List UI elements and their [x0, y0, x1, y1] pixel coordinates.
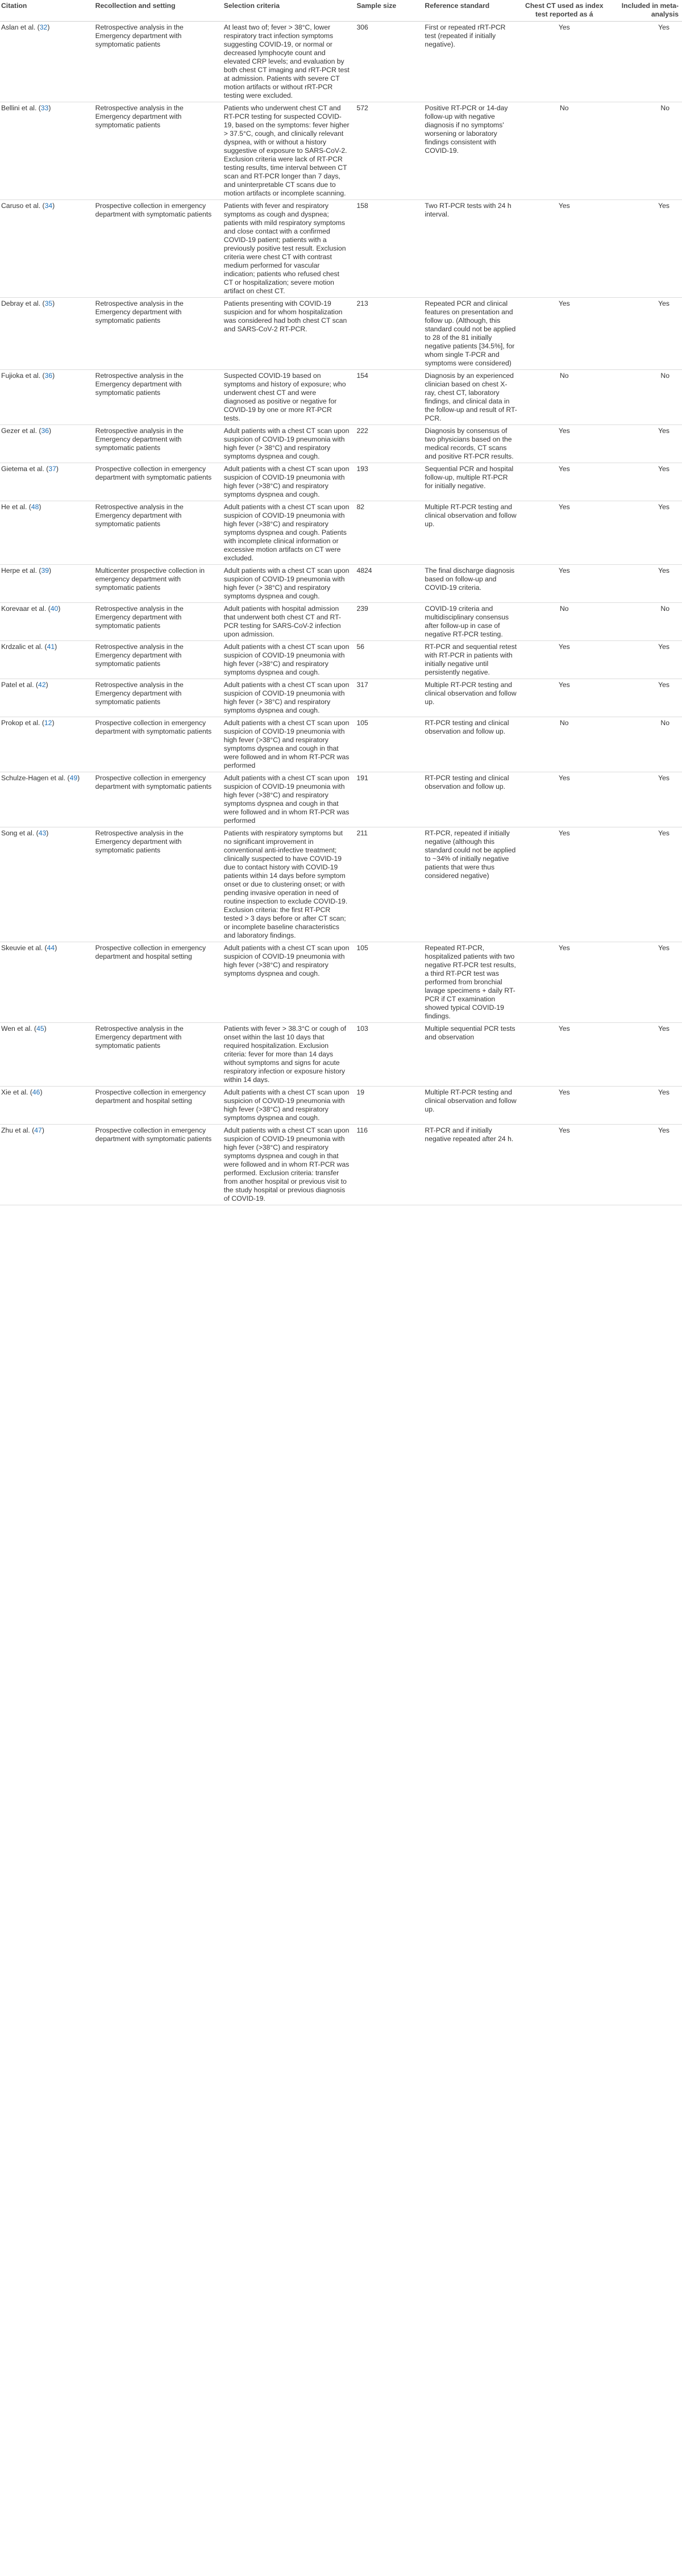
reference-standard-cell: RT-PCR testing and clinical observation and follow up.	[421, 772, 521, 827]
meta-analysis-cell: No	[608, 102, 682, 200]
reference-standard-cell: RT-PCR and if initially negative repeated after 24 h.	[421, 1125, 521, 1205]
setting-cell: Prospective collection in emergency department with symptomatic patients	[92, 463, 221, 501]
setting-cell: Retrospective analysis in the Emergency department with symptomatic patients	[92, 102, 221, 200]
citation-author: Herpe et al.	[1, 567, 38, 575]
table-row	[0, 200, 682, 298]
chest-ct-cell: No	[521, 717, 608, 772]
chest-ct-cell: Yes	[521, 1023, 608, 1087]
citation-reference-link[interactable]: 32	[39, 23, 48, 31]
citation-reference-link[interactable]: 46	[32, 1088, 40, 1096]
sample-size-cell: 191	[353, 772, 421, 827]
sample-size-cell: 211	[353, 827, 421, 942]
table-row	[0, 827, 682, 942]
header-meta-analysis: Included in meta-analysis	[608, 0, 682, 22]
setting-cell: Prospective collection in emergency department with symptomatic patients	[92, 1125, 221, 1205]
table-row	[0, 942, 682, 1023]
setting-cell: Retrospective analysis in the Emergency department with symptomatic patients	[92, 603, 221, 641]
meta-analysis-cell: No	[608, 603, 682, 641]
citation-cell: Zhu et al. (47)	[0, 1125, 92, 1205]
sample-size-cell: 105	[353, 717, 421, 772]
criteria-cell: Patients presenting with COVID-19 suspicion and for whom hospitalization was considered had both chest CT scan and SARS-CoV-2 RT-PCR.	[221, 298, 354, 370]
citation-cell: Song et al. (43)	[0, 827, 92, 942]
setting-cell: Retrospective analysis in the Emergency department with symptomatic patients	[92, 827, 221, 942]
sample-size-cell: 82	[353, 501, 421, 565]
citation-cell: Skeuvie et al. (44)	[0, 942, 92, 1023]
citation-cell: Schulze-Hagen et al. (49)	[0, 772, 92, 827]
reference-standard-cell: Multiple sequential PCR tests and observation	[421, 1023, 521, 1087]
sample-size-cell: 193	[353, 463, 421, 501]
citation-reference-link[interactable]: 49	[69, 774, 78, 782]
criteria-cell: Adult patients with a chest CT scan upon suspicion of COVID-19 pneumonia with high fever (>38°C) and respiratory symptoms dyspnea and cough.	[221, 463, 354, 501]
table-row	[0, 425, 682, 463]
sample-size-cell: 317	[353, 679, 421, 717]
criteria-cell: Adult patients with a chest CT scan upon suspicion of COVID-19 pneumonia with high fever (>38°C) and respiratory symptoms dyspnea and cough.	[221, 942, 354, 1023]
citation-reference-link[interactable]: 34	[44, 202, 53, 210]
sample-size-cell: 213	[353, 298, 421, 370]
chest-ct-cell: Yes	[521, 463, 608, 501]
citation-reference-link[interactable]: 41	[47, 643, 55, 651]
sample-size-cell: 222	[353, 425, 421, 463]
sample-size-cell: 116	[353, 1125, 421, 1205]
header-criteria: Selection criteria	[221, 0, 354, 22]
sample-size-cell: 4824	[353, 565, 421, 603]
table-row	[0, 1023, 682, 1087]
table-row	[0, 772, 682, 827]
table-row	[0, 463, 682, 501]
chest-ct-cell: Yes	[521, 425, 608, 463]
meta-analysis-cell: Yes	[608, 679, 682, 717]
criteria-cell: Patients with respiratory symptoms but no significant improvement in conventional anti-infective treatment; clinically suspected to have COVID-19 due to contact history with COVID-19 patients within 14 days before symptom onset or due to clustering onset; or with pending invasive operation in need of routine inspection to exclude COVID-19. Exclusion criteria: the first RT-PCR tested > 3 days before or after CT scan; or incomplete baseline characteristics and laboratory findings.	[221, 827, 354, 942]
criteria-cell: Adult patients with a chest CT scan upon suspicion of COVID-19 pneumonia with high fever (>38°C) and respiratory symptoms dyspnea and cough in that were followed and in whom RT-PCR was performed	[221, 717, 354, 772]
citation-reference-link[interactable]: 48	[31, 503, 39, 511]
criteria-cell: Adult patients with a chest CT scan upon suspicion of COVID-19 pneumonia with high fever (>38°C) and respiratory symptoms dyspnea and cough in that were followed and in whom RT-PCR was performed	[221, 772, 354, 827]
citation-author: Skeuvie et al.	[1, 944, 43, 952]
citation-author: Patel et al.	[1, 681, 34, 689]
meta-analysis-cell: Yes	[608, 772, 682, 827]
criteria-cell: Adult patients with a chest CT scan upon suspicion of COVID-19 pneumonia with high fever (> 38°C) and respiratory symptoms dyspnea and cough.	[221, 425, 354, 463]
criteria-cell: Adult patients with a chest CT scan upon suspicion of COVID-19 pneumonia with high fever (>38°C) and respiratory symptoms dyspnea and cough. Patients with incomplete clinical information or excessive motion artifacts on CT were excluded.	[221, 501, 354, 565]
setting-cell: Prospective collection in emergency department with symptomatic patients	[92, 772, 221, 827]
setting-cell: Retrospective analysis in the Emergency department with symptomatic patients	[92, 501, 221, 565]
reference-standard-cell: First or repeated rRT-PCR test (repeated if initially negative).	[421, 22, 521, 102]
reference-standard-cell: RT-PCR testing and clinical observation and follow up.	[421, 717, 521, 772]
citation-reference-link[interactable]: 43	[38, 829, 47, 837]
chest-ct-cell: Yes	[521, 200, 608, 298]
chest-ct-cell: Yes	[521, 1125, 608, 1205]
sample-size-cell: 158	[353, 200, 421, 298]
meta-analysis-cell: Yes	[608, 22, 682, 102]
citation-cell: Patel et al. (42)	[0, 679, 92, 717]
sample-size-cell: 56	[353, 641, 421, 679]
header-setting: Recollection and setting	[92, 0, 221, 22]
citation-cell: Caruso et al. (34)	[0, 200, 92, 298]
table-row	[0, 370, 682, 425]
reference-standard-cell: The final discharge diagnosis based on follow-up and COVID-19 criteria.	[421, 565, 521, 603]
studies-table	[0, 0, 682, 1205]
citation-author: Krdzalic et al.	[1, 643, 43, 651]
citation-cell: Gietema et al. (37)	[0, 463, 92, 501]
table-row	[0, 565, 682, 603]
citation-cell: Korevaar et al. (40)	[0, 603, 92, 641]
citation-reference-link[interactable]: 47	[34, 1126, 42, 1134]
meta-analysis-cell: Yes	[608, 501, 682, 565]
citation-cell: Prokop et al. (12)	[0, 717, 92, 772]
setting-cell: Retrospective analysis in the Emergency department with symptomatic patients	[92, 22, 221, 102]
citation-author: Caruso et al.	[1, 202, 41, 210]
citation-author: Prokop et al.	[1, 719, 40, 727]
sample-size-cell: 306	[353, 22, 421, 102]
meta-analysis-cell: Yes	[608, 1125, 682, 1205]
chest-ct-cell: Yes	[521, 772, 608, 827]
chest-ct-cell: No	[521, 102, 608, 200]
table-row	[0, 1087, 682, 1125]
header-row	[0, 0, 682, 22]
reference-standard-cell: Positive RT-PCR or 14-day follow-up with negative diagnosis if no symptoms' worsening or laboratory findings consistent with COVID-19.	[421, 102, 521, 200]
reference-standard-cell: Multiple RT-PCR testing and clinical observation and follow up.	[421, 501, 521, 565]
setting-cell: Prospective collection in emergency department and hospital setting	[92, 942, 221, 1023]
meta-analysis-cell: Yes	[608, 1087, 682, 1125]
citation-author: Aslan et al.	[1, 23, 36, 31]
criteria-cell: Suspected COVID-19 based on symptoms and history of exposure; who underwent chest CT and were diagnosed as positive or negative for COVID-19 by one or more RT-PCR tests.	[221, 370, 354, 425]
chest-ct-cell: Yes	[521, 565, 608, 603]
table-row	[0, 22, 682, 102]
table-row	[0, 603, 682, 641]
meta-analysis-cell: Yes	[608, 565, 682, 603]
citation-author: Song et al.	[1, 829, 35, 837]
criteria-cell: Adult patients with a chest CT scan upon suspicion of COVID-19 pneumonia with high fever (>38°C) and respiratory symptoms dyspnea and cough in that were followed and in whom RT-PCR was performed. Exclusion criteria: transfer from another hospital or previous visit to the study hospital or previous diagnosis of COVID-19.	[221, 1125, 354, 1205]
reference-standard-cell: Two RT-PCR tests with 24 h interval.	[421, 200, 521, 298]
citation-author: Fujioka et al.	[1, 372, 41, 380]
citation-author: Gezer et al.	[1, 427, 37, 435]
citation-cell: Krdzalic et al. (41)	[0, 641, 92, 679]
citation-cell: Fujioka et al. (36)	[0, 370, 92, 425]
citation-author: Schulze-Hagen et al.	[1, 774, 66, 782]
meta-analysis-cell: Yes	[608, 463, 682, 501]
setting-cell: Multicenter prospective collection in emergency department with symptomatic patients	[92, 565, 221, 603]
citation-reference-link[interactable]: 33	[40, 104, 49, 112]
header-citation: Citation	[0, 0, 92, 22]
citation-author: He et al.	[1, 503, 27, 511]
citation-cell: Xie et al. (46)	[0, 1087, 92, 1125]
reference-standard-cell: COVID-19 criteria and multidisciplinary consensus after follow-up in case of negative RT-PCR testing.	[421, 603, 521, 641]
chest-ct-cell: No	[521, 603, 608, 641]
chest-ct-cell: Yes	[521, 1087, 608, 1125]
setting-cell: Prospective collection in emergency department with symptomatic patients	[92, 200, 221, 298]
chest-ct-cell: Yes	[521, 827, 608, 942]
setting-cell: Prospective collection in emergency department and hospital setting	[92, 1087, 221, 1125]
chest-ct-cell: Yes	[521, 679, 608, 717]
citation-cell: He et al. (48)	[0, 501, 92, 565]
reference-standard-cell: Multiple RT-PCR testing and clinical observation and follow up.	[421, 679, 521, 717]
sample-size-cell: 19	[353, 1087, 421, 1125]
citation-reference-link[interactable]: 37	[48, 465, 56, 473]
chest-ct-cell: Yes	[521, 298, 608, 370]
sample-size-cell: 105	[353, 942, 421, 1023]
reference-standard-cell: Repeated PCR and clinical features on presentation and follow up. (Although, this standard could not be applied to 28 of the 81 initially negative patients [34.5%], for whom single T-PCR and symptoms were considered)	[421, 298, 521, 370]
meta-analysis-cell: Yes	[608, 827, 682, 942]
meta-analysis-cell: Yes	[608, 942, 682, 1023]
criteria-cell: Adult patients with hospital admission that underwent both chest CT and RT-PCR testing for SARS-CoV-2 infection upon admission.	[221, 603, 354, 641]
citation-author: Gietema et al.	[1, 465, 44, 473]
criteria-cell: Adult patients with a chest CT scan upon suspicion of COVID-19 pneumonia with high fever (> 38°C) and respiratory symptoms dyspnea and cough.	[221, 679, 354, 717]
reference-standard-cell: Diagnosis by consensus of two physicians based on the medical records, CT scans and positive RT-PCR results.	[421, 425, 521, 463]
table-row	[0, 717, 682, 772]
citation-author: Zhu et al.	[1, 1126, 30, 1134]
table-row	[0, 102, 682, 200]
meta-analysis-cell: Yes	[608, 641, 682, 679]
setting-cell: Retrospective analysis in the Emergency department with symptomatic patients	[92, 298, 221, 370]
setting-cell: Retrospective analysis in the Emergency department with symptomatic patients	[92, 679, 221, 717]
citation-reference-link[interactable]: 39	[41, 567, 49, 575]
sample-size-cell: 154	[353, 370, 421, 425]
chest-ct-cell: Yes	[521, 22, 608, 102]
citation-reference-link[interactable]: 36	[44, 372, 53, 380]
setting-cell: Retrospective analysis in the Emergency department with symptomatic patients	[92, 641, 221, 679]
citation-reference-link[interactable]: 44	[47, 944, 55, 952]
table-row	[0, 679, 682, 717]
citation-cell: Bellini et al. (33)	[0, 102, 92, 200]
criteria-cell: Adult patients with a chest CT scan upon suspicion of COVID-19 pneumonia with high fever (>38°C) and respiratory symptoms dyspnea and cough.	[221, 1087, 354, 1125]
citation-author: Xie et al.	[1, 1088, 28, 1096]
citation-reference-link[interactable]: 12	[44, 719, 52, 727]
citation-author: Debray et al.	[1, 299, 41, 307]
meta-analysis-cell: Yes	[608, 298, 682, 370]
citation-cell: Debray et al. (35)	[0, 298, 92, 370]
reference-standard-cell: Repeated RT-PCR, hospitalized patients with two negative RT-PCR test results, a third RT-PCR test was performed from bronchial lavage specimens + daily RT-PCR if CT examination showed typical COVID-19 findings.	[421, 942, 521, 1023]
criteria-cell: Adult patients with a chest CT scan upon suspicion of COVID-19 pneumonia with high fever (>38°C) and respiratory symptoms dyspnea and cough.	[221, 641, 354, 679]
criteria-cell: At least two of; fever > 38°C, lower respiratory tract infection symptoms suggesting COVID-19, or normal or decreased lymphocyte count and elevated CRP levels; and evaluation by both chest CT imaging and rRT-PCR test at admission. Patients with severe CT motion artifacts or without rRT-PCR testing were excluded.	[221, 22, 354, 102]
setting-cell: Retrospective analysis in the Emergency department with symptomatic patients	[92, 370, 221, 425]
setting-cell: Prospective collection in emergency department with symptomatic patients	[92, 717, 221, 772]
citation-author: Bellini et al.	[1, 104, 37, 112]
header-sample-size: Sample size	[353, 0, 421, 22]
citation-author: Korevaar et al.	[1, 605, 47, 613]
meta-analysis-cell: Yes	[608, 425, 682, 463]
citation-reference-link[interactable]: 40	[50, 605, 59, 613]
citation-cell: Gezer et al. (36)	[0, 425, 92, 463]
citation-reference-link[interactable]: 36	[41, 427, 49, 435]
citation-reference-link[interactable]: 45	[36, 1025, 44, 1033]
citation-cell: Wen et al. (45)	[0, 1023, 92, 1087]
reference-standard-cell: Sequential PCR and hospital follow-up, multiple RT-PCR for initially negative.	[421, 463, 521, 501]
citation-cell: Aslan et al. (32)	[0, 22, 92, 102]
table-row	[0, 641, 682, 679]
reference-standard-cell: Diagnosis by an experienced clinician based on chest X-ray, chest CT, laboratory findings, and clinical data in the follow-up and result of RT-PCR.	[421, 370, 521, 425]
criteria-cell: Patients with fever and respiratory symptoms as cough and dyspnea; patients with mild respiratory symptoms and close contact with a confirmed COVID-19 patient; patients with a previously positive test result. Exclusion criteria were chest CT with contrast medium performed for vascular indication; patients who refused chest CT or hospitalization; severe motion artifact on chest CT.	[221, 200, 354, 298]
chest-ct-cell: Yes	[521, 942, 608, 1023]
criteria-cell: Adult patients with a chest CT scan upon suspicion of COVID-19 pneumonia with high fever (> 38°C) and respiratory symptoms dyspnea and cough.	[221, 565, 354, 603]
citation-reference-link[interactable]: 35	[44, 299, 53, 307]
meta-analysis-cell: Yes	[608, 1023, 682, 1087]
table-row	[0, 298, 682, 370]
citation-reference-link[interactable]: 42	[38, 681, 46, 689]
sample-size-cell: 572	[353, 102, 421, 200]
meta-analysis-cell: No	[608, 370, 682, 425]
sample-size-cell: 103	[353, 1023, 421, 1087]
meta-analysis-cell: Yes	[608, 200, 682, 298]
chest-ct-cell: Yes	[521, 501, 608, 565]
setting-cell: Retrospective analysis in the Emergency department with symptomatic patients	[92, 1023, 221, 1087]
table-row	[0, 1125, 682, 1205]
setting-cell: Retrospective analysis in the Emergency department with symptomatic patients	[92, 425, 221, 463]
citation-author: Wen et al.	[1, 1025, 32, 1033]
criteria-cell: Patients with fever > 38.3°C or cough of onset within the last 10 days that required hospitalization. Exclusion criteria: fever for more than 14 days without symptoms and signs for acute respiratory infection or exposure history within 14 days.	[221, 1023, 354, 1087]
chest-ct-cell: No	[521, 370, 608, 425]
meta-analysis-cell: No	[608, 717, 682, 772]
reference-standard-cell: Multiple RT-PCR testing and clinical observation and follow up.	[421, 1087, 521, 1125]
reference-standard-cell: RT-PCR and sequential retest with RT-PCR in patients with initially negative until persistently negative.	[421, 641, 521, 679]
header-reference-standard: Reference standard	[421, 0, 521, 22]
citation-cell: Herpe et al. (39)	[0, 565, 92, 603]
header-chest-ct: Chest CT used as index test reported as á	[521, 0, 608, 22]
chest-ct-cell: Yes	[521, 641, 608, 679]
table-row	[0, 501, 682, 565]
criteria-cell: Patients who underwent chest CT and RT-PCR testing for suspected COVID-19, based on the symptoms: fever higher > 37.5°C, cough, and clinically relevant dyspnea, with or without a history suggestive of exposure to SARS-CoV-2. Exclusion criteria were lack of RT-PCR testing results, time interval between CT scan and RT-PCR longer than 7 days, and uninterpretable CT scans due to motion artifacts or incomplete scanning.	[221, 102, 354, 200]
reference-standard-cell: RT-PCR, repeated if initially negative (although this standard could not be applied to ~34% of initially negative patients that were thus considered negative)	[421, 827, 521, 942]
sample-size-cell: 239	[353, 603, 421, 641]
